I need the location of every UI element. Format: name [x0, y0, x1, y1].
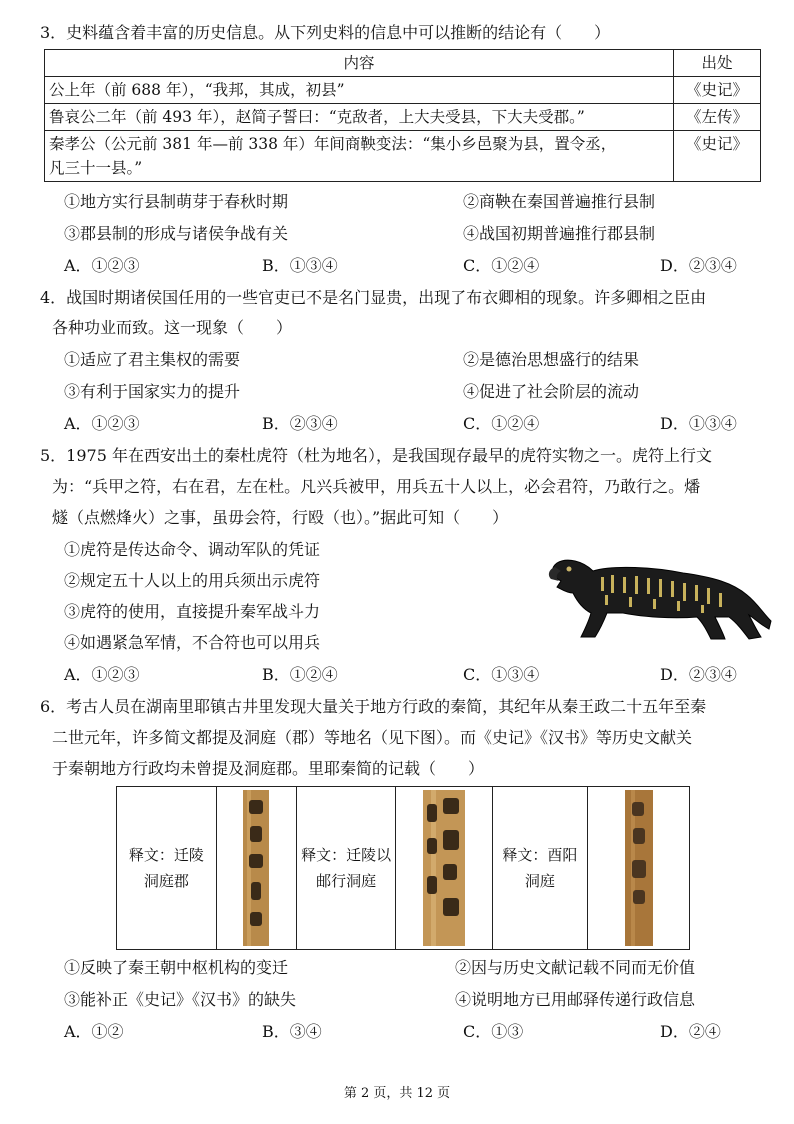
- q6-option-d[interactable]: D．②④: [660, 1022, 721, 1041]
- q5-item-2: ②规定五十人以上的用兵须出示虎符: [64, 571, 321, 590]
- inscription-stroke: [653, 599, 656, 609]
- inscription-stroke: [677, 601, 680, 611]
- inscription-stroke: [659, 579, 662, 597]
- slip-text-line: 洞庭: [524, 872, 555, 890]
- q3-option-a[interactable]: A．①②③: [64, 256, 140, 275]
- q4-stem-line: 4．战国时期诸侯国任用的一些官吏已不是名门显贵，出现了布衣卿相的现象。许多卿相之臣由: [40, 288, 707, 307]
- tiger-body: [553, 560, 771, 639]
- inscription-stroke: [629, 597, 632, 607]
- q6-stem-line: 二世元年，许多简文都提及洞庭（郡）等地名（见下图）。而《史记》《汉书》等历史文献关: [52, 728, 693, 747]
- q5-item-4: ④如遇紧急军情，不合符也可以用兵: [64, 633, 321, 652]
- q6-option-c[interactable]: C．①③: [463, 1022, 524, 1041]
- q6-item-2: ②因与历史文献记载不同而无价值: [455, 958, 696, 977]
- table-row: [45, 77, 761, 104]
- slip-character: [251, 882, 261, 900]
- q4-item-2: ②是德治思想盛行的结果: [463, 350, 640, 369]
- slip-text-line: 释文：酉阳: [502, 846, 578, 864]
- q5-item-1: ①虎符是传达命令、调动军队的凭证: [64, 540, 321, 559]
- row-source: 《左传》: [674, 104, 761, 131]
- inscription-stroke: [605, 595, 608, 605]
- slip-transcription: [296, 787, 396, 950]
- q3-source-table: [44, 49, 761, 182]
- inscription-stroke: [707, 588, 710, 604]
- slip-image-cell: [588, 787, 690, 950]
- q6-item-4: ④说明地方已用邮驿传递行政信息: [455, 990, 696, 1009]
- q3-option-d[interactable]: D．②③④: [660, 256, 737, 275]
- q4-option-a[interactable]: A．①②③: [64, 414, 140, 433]
- q3-stem: 3．史料蕴含着丰富的历史信息。从下列史料的信息中可以推断的结论有（ ）: [40, 23, 611, 42]
- q4-item-4: ④促进了社会阶层的流动: [463, 382, 640, 401]
- header-content: 内容: [45, 50, 674, 77]
- q4-item-3: ③有利于国家实力的提升: [64, 382, 241, 401]
- slip-character: [427, 804, 437, 822]
- slip-image-cell: [396, 787, 492, 950]
- inscription-stroke: [623, 577, 626, 593]
- q5-stem-line: 为：“兵甲之符，右在君，左在杜。凡兴兵被甲，用兵五十人以上，必会君符，乃敢行之。燔: [52, 477, 701, 496]
- q3-item-3: ③郡县制的形成与诸侯争战有关: [64, 224, 289, 243]
- q6-item-3: ③能补正《史记》《汉书》的缺失: [64, 990, 297, 1009]
- slip-character: [443, 898, 459, 916]
- inscription-stroke: [647, 578, 650, 594]
- bamboo-slip-image: [421, 790, 467, 946]
- row-source: 《史记》: [674, 77, 761, 104]
- slip-character: [632, 802, 644, 816]
- slip-text-line: 邮行洞庭: [316, 872, 377, 890]
- bamboo-slip-image: [241, 790, 271, 946]
- slip-character: [427, 876, 437, 894]
- slip-character: [633, 890, 645, 904]
- q5-item-3: ③虎符的使用，直接提升秦军战斗力: [64, 602, 321, 621]
- q3-item-2: ②商鞅在秦国普遍推行县制: [463, 192, 656, 211]
- slip-image-cell: [216, 787, 296, 950]
- q6-stem-line: 于秦朝地方行政均未曾提及洞庭郡。里耶秦简的记载（ ）: [52, 759, 485, 778]
- slip-character: [250, 826, 262, 842]
- q5-stem-line: 5．1975 年在西安出土的秦杜虎符（杜为地名），是我国现存最早的虎符实物之一。虎符上行文: [40, 446, 712, 465]
- slip-character: [633, 828, 645, 844]
- q6-option-b[interactable]: B．③④: [262, 1022, 322, 1041]
- q4-item-1: ①适应了君主集权的需要: [64, 350, 241, 369]
- q6-item-1: ①反映了秦王朝中枢机构的变迁: [64, 958, 289, 977]
- header-source: 出处: [674, 50, 761, 77]
- q3-option-b[interactable]: B．①③④: [262, 256, 338, 275]
- row-content-line: 凡三十一县。”: [49, 159, 143, 177]
- q6-option-a[interactable]: A．①②: [64, 1022, 124, 1041]
- inscription-stroke: [701, 605, 704, 613]
- bamboo-slip-image: [623, 790, 655, 946]
- q5-option-d[interactable]: D．②③④: [660, 665, 737, 684]
- row-content: [45, 131, 674, 182]
- q3-option-c[interactable]: C．①②④: [463, 256, 540, 275]
- slip-character: [250, 912, 262, 926]
- slips-row: [117, 787, 690, 950]
- table-row: [45, 131, 761, 182]
- slip-transcription: [492, 787, 588, 950]
- slip-character: [443, 864, 457, 880]
- q4-option-b[interactable]: B．②③④: [262, 414, 338, 433]
- slip-character: [249, 800, 263, 814]
- tiger-eye: [567, 567, 572, 572]
- table-row: [45, 104, 761, 131]
- inscription-stroke: [601, 577, 604, 591]
- q5-option-a[interactable]: A．①②③: [64, 665, 140, 684]
- slip-character: [632, 860, 646, 878]
- slip-character: [249, 854, 263, 868]
- page-footer: 第 2 页，共 12 页: [343, 1086, 451, 1101]
- q5-stem-line: 燧（点燃烽火）之事，虽毋会符，行殴（也）。”据此可知（ ）: [52, 508, 509, 527]
- slip-transcription: [117, 787, 217, 950]
- row-source: 《史记》: [674, 131, 761, 182]
- row-content: 鲁哀公二年（前 493 年），赵简子誓曰：“克敌者，上大夫受县，下大夫受郡。”: [45, 104, 674, 131]
- inscription-stroke: [695, 585, 698, 601]
- inscription-stroke: [671, 581, 674, 597]
- inscription-stroke: [683, 583, 686, 601]
- bamboo-slips-figure: [116, 786, 690, 950]
- q5-option-c[interactable]: C．①③④: [463, 665, 540, 684]
- q4-option-c[interactable]: C．①②④: [463, 414, 540, 433]
- q5-option-b[interactable]: B．①②④: [262, 665, 338, 684]
- inscription-stroke: [611, 575, 614, 593]
- table-header-row: [45, 50, 761, 77]
- slip-text-line: 洞庭郡: [143, 872, 189, 890]
- q4-option-d[interactable]: D．①③④: [660, 414, 737, 433]
- slip-text-line: 释文：迁陵: [128, 846, 204, 864]
- slip-text-line: 释文：迁陵以: [301, 846, 392, 864]
- row-content-line: 秦孝公（公元前 381 年—前 338 年）年间商鞅变法：“集小乡邑聚为县，置令丞，: [49, 135, 617, 153]
- q6-stem-line: 6．考古人员在湖南里耶镇古井里发现大量关于地方行政的秦简，其纪年从秦王政二十五年至秦: [40, 697, 707, 716]
- slip-character: [427, 838, 437, 854]
- q3-item-1: ①地方实行县制萌芽于春秋时期: [64, 192, 289, 211]
- q4-stem-line: 各种功业而致。这一现象（ ）: [52, 318, 293, 337]
- slip-character: [443, 830, 459, 850]
- row-content: 公上年（前 688 年），“我邦，其成，初县”: [45, 77, 674, 104]
- inscription-stroke: [719, 593, 722, 607]
- q3-item-4: ④战国初期普遍推行郡县制: [463, 224, 656, 243]
- slip-character: [443, 798, 459, 814]
- tiger-tally-image: [543, 543, 775, 643]
- inscription-stroke: [635, 576, 638, 594]
